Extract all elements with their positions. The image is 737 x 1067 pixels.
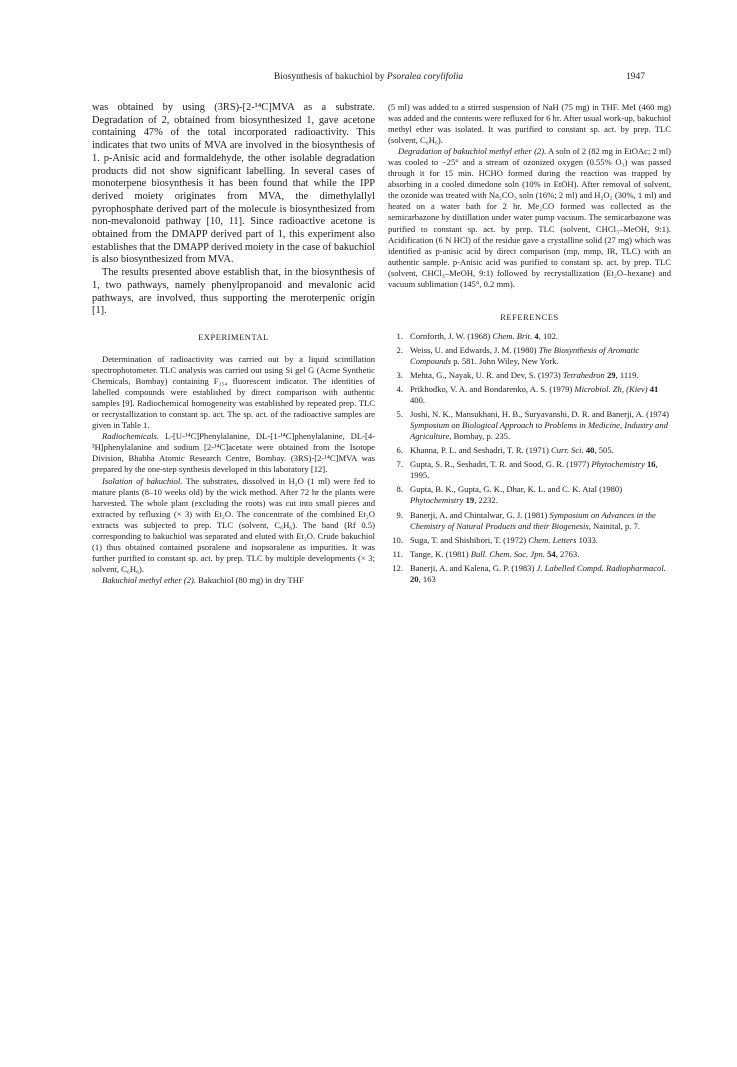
isolation-title: Isolation of bakuchiol. <box>102 475 183 486</box>
reference-source: Symposium on Advances in the Chemistry of Natural Products and their Biogenesis <box>410 509 656 531</box>
reference-item <box>388 510 671 532</box>
reference-pages: , 2763. <box>555 548 580 559</box>
reference-source: Microbiol. Zh, (Kiev) <box>574 384 648 395</box>
reference-pages: , 1995. <box>410 459 658 481</box>
degradation-text: A soln of 2 (82 mg in EtOAc; 2 ml) was cooled to −25° and a stream of ozonized oxygen (0.55% O₃) was passed through it for 15 min. HCHO formed during the reaction was trapped by absorbing in a cooled dimedone soln (10% in EtOH). After removal of solvent, the ozonide was treated with Na₂CO₃ soln (16%; 2 ml) and H₂O₂ (30%, 1 ml) and heated on a water bath for 2 hr. Me₂CO formed was collected as the semicarbazone by distillation under water pump vacuum. The semicarbazone was purified to constant sp. act. by prep. TLC (solvent, CHCl₃–MeOH, 9:1). Acidification (6 N HCl) of the residue gave a crystalline solid (27 mg) which was identified as p-anisic acid by direct comparison (mp, mmp, IR, TLC) with an authentic sample. p-Anisic acid was purified to constant sp. act. by prep. TLC (solvent, CHCl₃–MeOH, 9:1) followed by recrystallization (Et₂O–hexane) and vacuum sublimation (145°, 0.2 mm). <box>388 146 671 289</box>
reference-volume: 4 <box>532 330 539 341</box>
reference-pages: , 505. <box>594 445 614 456</box>
reference-number: 1. <box>396 330 403 341</box>
reference-number: 9. <box>396 509 403 520</box>
reference-authors: Suga, T. and Shishibori, T. (1972) <box>410 534 529 545</box>
reference-number: 2. <box>396 344 403 355</box>
methyl-ether-continued: (5 ml) was added to a stirred suspension of NaH (75 mg) in THF. MeI (460 mg) was added and the contents were refluxed for 6 hr. After usual work-up, bakuchiol methyl ether was isolated. It was purified to constant sp. act. by prep. TLC (solvent, C₆H₆). <box>388 102 671 146</box>
reference-pages: 1033. <box>576 534 598 545</box>
reference-item <box>388 331 671 342</box>
reference-authors: Khanna, P. L. and Seshadri, T. R. (1971) <box>410 445 551 456</box>
methyl-ether-paragraph <box>92 575 375 586</box>
reference-item <box>388 384 671 406</box>
methyl-ether-text: Bakuchiol (80 mg) in dry THF <box>196 574 304 585</box>
reference-pages: p. 581. John Wiley, New York. <box>451 355 559 366</box>
discussion-paragraph-2: The results presented above establish that, in the biosynthesis of 1, two pathways, namely phenylpropanoid and mevalonic acid pathways, are involved, thus supporting the meroterpenic origin [1]. <box>92 267 375 317</box>
reference-volume: 40 <box>583 445 595 456</box>
reference-pages: , Nainital, p. 7. <box>588 520 641 531</box>
running-title-text: Biosynthesis of bakuchiol by <box>273 72 387 82</box>
reference-authors: Weiss, U. and Edwards, J. M. (1980) <box>410 344 539 355</box>
reference-item <box>388 345 671 367</box>
reference-pages: , 163 <box>418 573 436 584</box>
reference-authors: Mehta, G., Nayak, U. R. and Dev, S. (1973) <box>410 369 563 380</box>
reference-number: 7. <box>396 459 403 470</box>
reference-item <box>388 370 671 381</box>
reference-volume: 29 <box>604 369 616 380</box>
reference-volume: 20 <box>410 573 419 584</box>
reference-authors: Joshi, N. K., Mansukhani, H. B., Suryavanshi, D. R. and Banerji, A. (1974) <box>410 409 669 420</box>
degradation-title: Degradation of bakuchiol methyl ether (2). <box>398 146 547 157</box>
reference-authors: Banerji, A. and Kalena, G. P. (1983) <box>410 562 537 573</box>
reference-item <box>388 484 671 506</box>
reference-source: Bull. Chem. Soc. Jpn. <box>470 548 545 559</box>
experimental-paragraph: Determination of radioactivity was carried out by a liquid scintillation spectrophotometer. TLC analysis was carried out using Si gel G (Acme Synthetic Chemicals, Bombay) containing F₂₅₄ fluorescent indicator. The identities of labelled compounds were established by direct comparison with authentic samples [9]. Radiochemical homogeneity was established by repeated prep. TLC or recrystallization to constant sp. act. The sp. act. of the radioactive samples are given in Table 1. <box>92 354 375 431</box>
degradation-paragraph <box>388 146 671 290</box>
reference-source: Tetrahedron <box>562 369 605 380</box>
reference-source: Phytochemistry <box>410 495 464 506</box>
reference-source: J. Labelled Compd. Radiopharmacol. <box>536 562 666 573</box>
reference-pages: , 2232. <box>474 495 498 506</box>
reference-source: Chem. Letters <box>528 534 577 545</box>
reference-authors: Tange, K. (1981) <box>410 548 471 559</box>
reference-authors: Prikhodko, V. A. and Bondarenko, A. S. (1979) <box>410 384 575 395</box>
reference-item <box>388 535 671 546</box>
isolation-text: The substrates, dissolved in H₂O (1 ml) were fed to mature plants (8–10 weeks old) by the wick method. After 72 hr the plants were harvested. The whole plant (excluding the roots) was cut into small pieces and extracted by refluxing (× 3) with Et₂O. The concentrate of the combined Et₂O extracts was subjected to prep. TLC (solvent, C₆H₆). The band (Rf 0.5) corresponding to bakuchiol was separated and eluted with Et₂O. Crude bakuchiol (1) thus obtained contained psoralene and isopsoralene as impurities. It was further purified to constant sp. act. by prep. TLC by multiple developments (× 3; solvent, C₆H₆). <box>92 475 375 574</box>
references-heading: REFERENCES <box>500 312 559 322</box>
reference-pages: 400. <box>410 395 426 406</box>
reference-number: 5. <box>396 409 403 420</box>
discussion-paragraph-1: was obtained by using (3RS)-[2-¹⁴C]MVA as a substrate. Degradation of 2, obtained from biosynthesized 1, gave acetone containing 47% of the total incorporated radioactivity. This indicates that two units of MVA are involved in the biosynthesis of 1. p-Anisic acid and formaldehyde, the other isolable degradation products did not show significant labelling. In several cases of monoterpene biosynthesis it has been found that while the IPP derived moiety originates from MVA, the dimethylallyl pyrophosphate derived part of the molecule is biosynthesized from non-mevalonoid pathway [10, 11]. Since radioactive acetone is obtained from the DMAPP derived part of 1, this experiment also establishes that the DMAPP derived moiety in the case of bakuchiol is also biosynthesized from MVA. <box>92 102 375 266</box>
reference-number: 8. <box>396 484 403 495</box>
reference-pages: , Bombay, p. 235. <box>449 431 511 442</box>
radiochemicals-paragraph <box>92 431 375 475</box>
left-column <box>92 102 375 586</box>
reference-source: Symposium on Biological Approach to Problems in Medicine, Industry and Agriculture <box>410 420 668 442</box>
reference-authors: Gupta, S. R., Seshadri, T. R. and Sood, G. R. (1977) <box>410 459 592 470</box>
reference-number: 12. <box>392 562 403 573</box>
experimental-heading: EXPERIMENTAL <box>198 332 269 342</box>
reference-number: 3. <box>396 369 403 380</box>
reference-pages: , 1119. <box>615 369 639 380</box>
reference-authors: Cornforth, J. W. (1968) <box>410 330 493 341</box>
page-number: 1947 <box>626 72 645 82</box>
running-header <box>0 72 737 86</box>
reference-number: 10. <box>392 534 403 545</box>
reference-pages: , 102. <box>538 330 559 341</box>
discussion-section <box>92 102 375 318</box>
reference-source: Chem. Brit. <box>492 330 533 341</box>
radiochemicals-title: Radiochemicals. <box>102 431 160 442</box>
reference-item <box>388 563 671 585</box>
methyl-ether-title: Bakuchiol methyl ether (2). <box>102 574 197 585</box>
reference-source: The Biosynthesis of Aromatic Compounds <box>410 344 640 366</box>
reference-authors: Gupta, B. K., Gupta, G. K., Dhar, K. L. and C. K. Atal (1980) <box>410 484 623 495</box>
reference-volume: 41 <box>647 384 659 395</box>
reference-number: 4. <box>396 384 403 395</box>
right-column <box>388 102 671 588</box>
reference-volume: 19 <box>463 495 475 506</box>
reference-authors: Banerji, A. and Chintalwar, G. J. (1981) <box>410 509 550 520</box>
reference-number: 11. <box>392 548 403 559</box>
isolation-paragraph <box>92 476 375 575</box>
reference-item <box>388 409 671 442</box>
references-list <box>388 331 671 585</box>
reference-source: Phytochemistry <box>591 459 645 470</box>
reference-number: 6. <box>396 445 403 456</box>
reference-item <box>388 549 671 560</box>
reference-volume: 16 <box>644 459 656 470</box>
reference-source: Curr. Sci. <box>550 445 584 456</box>
reference-item <box>388 459 671 481</box>
running-title-species: Psoralea corylifolia <box>386 72 464 82</box>
reference-item <box>388 445 671 456</box>
radiochemicals-text: L-[U-¹⁴C]Phenylalanine, DL-[1-¹⁴C]phenylalanine, DL-[4-³H]phenylalanine and sodium [2-¹⁴C]acetate were obtained from the Isotope Division, Bhabha Atomic Research Centre, Bombay. (3RS)-[2-¹⁴C]MVA was prepared by the one-step synthesis developed in this laboratory [12]. <box>92 431 375 475</box>
reference-volume: 54 <box>544 548 556 559</box>
